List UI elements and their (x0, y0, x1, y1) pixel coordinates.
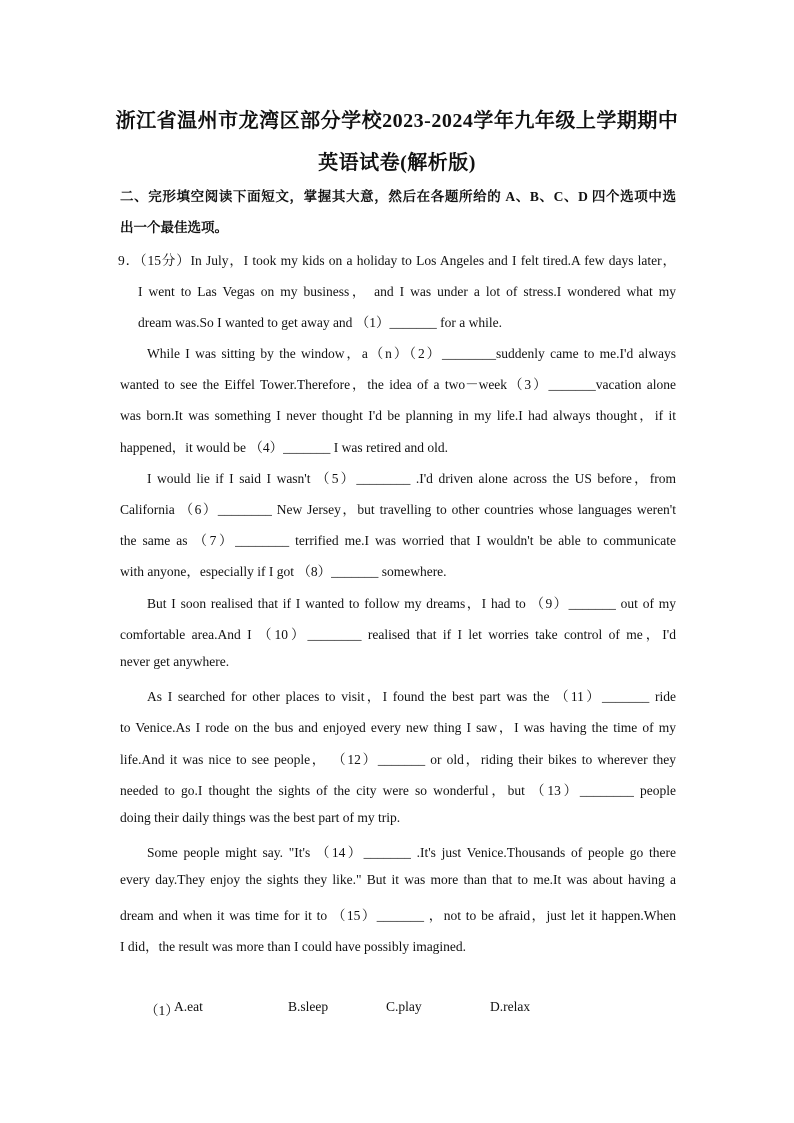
section-instruction-line-2: 出一个最佳选项。 (120, 220, 228, 235)
section-instructions (120, 181, 676, 243)
passage-line: As I searched for other places to visit，I found the best part was the （11）_______ ride (147, 689, 676, 704)
passage-line: was born.It was something I never thought I'd be planning in my life.I had always thought，if it (120, 408, 676, 423)
passage-line: doing their daily things was the best part of my trip. (120, 810, 401, 825)
option-c[interactable]: C.play (386, 999, 422, 1014)
passage-line: every day.They enjoy the sights they like." But it was more than that to me.It was about having a (120, 872, 676, 887)
passage-line: I went to Las Vegas on my business， and I was under a lot of stress.I wondered what my (138, 284, 676, 299)
question-number: （1） (145, 1003, 179, 1018)
option-b[interactable]: B.sleep (288, 999, 329, 1014)
passage-line: Some people might say. "It's （14）_______ .It's just Venice.Thousands of people go there (147, 845, 676, 860)
exam-title-line-2: 英语试卷(解析版) (318, 152, 476, 174)
passage-line: the same as （7）________ terrified me.I was worried that I wouldn't be able to communicate (120, 533, 676, 548)
option-d[interactable]: D.relax (490, 999, 531, 1014)
passage-line: to Venice.As I rode on the bus and enjoyed every new thing I saw，I was having the time of my (120, 720, 676, 735)
passage-line: But I soon realised that if I wanted to follow my dreams，I had to （9）_______ out of my (147, 596, 676, 611)
section-instruction-line-1: 二、完形填空阅读下面短文，掌握其大意，然后在各题所给的 A、B、C、D 四个选项中选 (120, 189, 676, 204)
passage-line: While I was sitting by the window，a（n）（2）________suddenly came to me.I'd always (147, 346, 676, 361)
passage-line: I did，the result was more than I could have possibly imagined. (120, 939, 467, 954)
passage-line: needed to go.I thought the sights of the city were so wonderful，but （13）________ people (120, 783, 676, 798)
passage-line: dream was.So I wanted to get away and （1）_______ for a while. (138, 315, 503, 330)
passage-line: 9．（15分）In July，I took my kids on a holiday to Los Angeles and I felt tired.A few days later， (118, 253, 676, 268)
passage-line: California （6）________ New Jersey，but travelling to other countries whose languages weren't (120, 502, 676, 517)
passage-line: I would lie if I said I wasn't （5）________ .I'd driven alone across the US before，from (147, 471, 676, 486)
passage-line: dream and when it was time for it to （15）_______ ，not to be afraid，just let it happen.When (120, 908, 676, 923)
passage-line: comfortable area.And I （10）________ realised that if I let worries take control of me，I'd (120, 627, 676, 642)
passage-line: life.And it was nice to see people， （12）_______ or old，riding their bikes to wherever they (120, 752, 676, 767)
passage-line: with anyone，especially if I got （8）_______ somewhere. (120, 564, 447, 579)
passage-line: never get anywhere. (120, 654, 230, 669)
option-a[interactable]: A.eat (174, 999, 203, 1014)
passage-line: happened，it would be （4）_______ I was retired and old. (120, 440, 449, 455)
exam-title-line-1: 浙江省温州市龙湾区部分学校2023-2024学年九年级上学期期中 (115, 110, 679, 132)
passage-line: wanted to see the Eiffel Tower.Therefore，the idea of a two－week（3）_______vacation alone (120, 377, 676, 392)
